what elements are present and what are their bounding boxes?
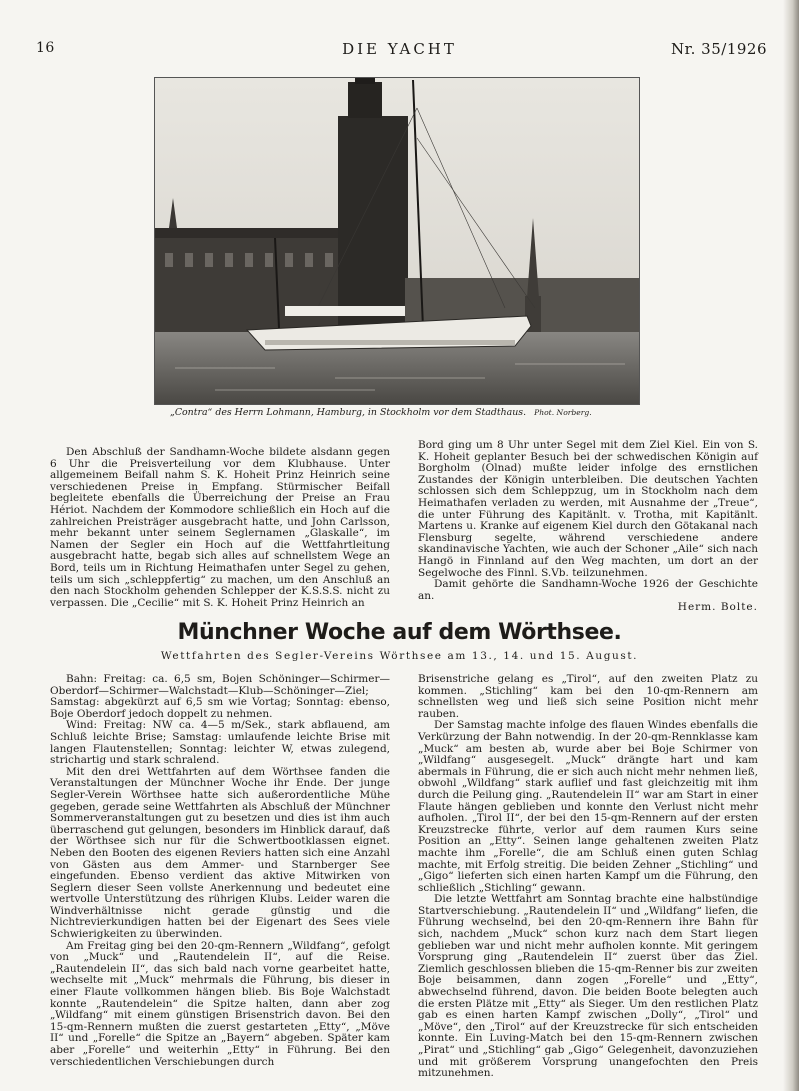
paragraph: Am Freitag ging bei den 20-qm-Rennern „Wildfang“, gefolgt von „Muck“ und „Rautendelein II“, auf die Reise. „Rautendelein II“, das sich bald nach vorne gearbeitet hatte, wechselte mit „Muck“ mehrmals die Führung, bis dieser in einer Flaute vollkommen hängen blieb. Bis Boje Walchstadt konnte „Rautendelein“ die Spitze halten, dann aber zog „Wildfang“ mit einem günstigen Brisenstrich davon. Bei den 15-qm-Rennern mußten die zuerst gestarteten „Etty“, „Möve II“ und „Forelle“ die Spitze an „Bayern“ abgeben. Später kam aber „Forelle“ und weiterhin „Etty“ in Führung. Bei den verschiedentlichen Verschiebungen durch — [50, 939, 390, 1068]
article2-column-left — [50, 674, 390, 1068]
page-edge-shadow — [783, 0, 799, 1091]
article2-subtitle: Wettfahrten des Segler-Vereins Wörthsee am 13., 14. und 15. August. — [160, 650, 639, 662]
issue-number: Nr. 35/1926 — [671, 40, 767, 58]
paragraph: Damit gehörte die Sandhamn-Woche 1926 der Geschichte an. — [418, 578, 758, 602]
masthead: DIE YACHT — [342, 40, 457, 58]
paragraph: Bahn: Freitag: ca. 6,5 sm, Bojen Schöninger—Schirmer—Oberdorf—Schirmer—Walchstadt—Klub—Schöninger—Ziel; Samstag: abgekürzt auf 6,5 sm wie Vortag; Sonntag: ebenso, Boje Oberdorf jedoch doppelt zu nehmen. — [50, 673, 390, 720]
paragraph: Der Samstag machte infolge des flauen Windes ebenfalls die Verkürzung der Bahn notwendig. In der 20-qm-Rennklasse kam „Muck“ am besten ab, wurde aber bei Boje Schirmer von „Wildfang“ ausgesegelt. „Muck“ drängte hart und kam abermals in Führung, die er sich auch nicht mehr nehmen ließ, obwohl „Wildfang“ stark auflief und fast gleichzeitig mit ihm durch die Peilung ging. „Rautendelein II“ war am Start in einer Flaute hängen geblieben und konnte den Verlust nicht mehr aufholen. „Tirol II“, der bei den 15-qm-Rennern auf der ersten Kreuzstrecke führte, verlor auf dem raumen Kurs seine Position an „Etty“. Seinen lange gehaltenen zweiten Platz machte ihm „Forelle“, die am Schluß einen guten Schlag machte, mit Erfolg streitig. Die beiden Zehner „Stichling“ und „Gigo“ lieferten sich einen harten Kampf um die Führung, den schließlich „Stichling“ gewann. — [418, 719, 758, 894]
article1-column-left — [50, 447, 390, 609]
photo-credit: Phot. Norberg. — [534, 408, 592, 417]
article2-title: Münchner Woche auf dem Wörthsee. — [177, 620, 622, 645]
paragraph: Bord ging um 8 Uhr unter Segel mit dem Ziel Kiel. Ein von S. K. Hoheit geplanter Besuch bei der schwedischen Königin auf Borgholm (Olnad) mußte leider infolge des ernstlichen Zustandes der Königin unterbleiben. Die deutschen Yachten schlossen sich dem Schleppzug, um in Stockholm nach dem Heimathafen verladen zu werden, mit Ausnahme der „Treue“, die unter Führung des Kapitänlt. v. Trotha, mit Kapitänlt. Martens u. Kranke auf eigenem Kiel durch den Götakanal nach Flensburg segelte, während verschiedene andere skandinavische Yachten, wie auch der Schoner „Aile“ sich nach Hangö in Finnland auf den Weg machten, um dort an der Segelwoche des Finnl. S.Vb. teilzunehmen. — [418, 439, 758, 579]
article1-column-right — [418, 440, 758, 614]
author-signature: Herm. Bolte. — [677, 601, 758, 614]
photo-caption — [170, 407, 650, 418]
paragraph: Den Abschluß der Sandhamn-Woche bildete alsdann gegen 6 Uhr die Preisverteilung vor dem Klubhause. Unter allgemeinem Beifall nahm S. K. Hoheit Prinz Heinrich seine verschiedenen Preise in Empfang. Stürmischer Beifall begleitete ebenfalls die Überreichung der Preise an Frau Hériot. Nachdem der Kommodore schließlich ein Hoch auf die zahlreichen Preisträger ausgebracht hatte, und John Carlsson, mehr bekannt unter seinem Seglernamen „Glaskalle“, im Namen der Segler ein Hoch auf die Wettfahrtleitung ausgebracht hatte, begab sich alles auf schnellstem Wege an Bord, teils um in Richtung Heimathafen unter Segel zu gehen, teils um sich „schleppfertig“ zu machen, um den Anschluß an den nach Stockholm gehenden Schlepper der K.S.S.S. nicht zu verpassen. Die „Cecilie“ mit S. K. Hoheit Prinz Heinrich an — [50, 446, 390, 609]
paragraph: Wind: Freitag: NW ca. 4—5 m/Sek., stark abflauend, am Schluß leichte Brise; Samstag: umlaufende leichte Brise mit langen Flautenstellen; Sonntag: leichter W, etwas zulegend, strichartig und stark schralend. — [50, 719, 390, 767]
paragraph: Brisenstriche gelang es „Tirol“, auf den zweiten Platz zu kommen. „Stichling“ kam bei den 10-qm-Rennern am schnellsten weg und ließ sich seine Position nicht mehr rauben. — [418, 673, 758, 720]
yacht-photo — [154, 77, 640, 405]
page-number: 16 — [36, 40, 55, 56]
caption-text: „Contra“ des Herrn Lohmann, Hamburg, in Stockholm vor dem Stadthaus. — [170, 407, 527, 418]
article2-column-right — [418, 674, 758, 1080]
paragraph: Mit den drei Wettfahrten auf dem Wörthsee fanden die Veranstaltungen der Münchner Woche ihr Ende. Der junge Segler-Verein Wörthsee hatte sich außerordentliche Mühe gegeben, gerade seine Wettfahrten als Abschluß der Münchner Sommerveranstaltungen gut zu besetzen und dies ist ihm auch überraschend gut gelungen, besonders im Hinblick darauf, daß der Wörthsee sich nur für die Schwertbootklassen eignet. Neben den Booten des eigenen Reviers hatten sich eine Anzahl von Gästen aus dem Ammer- und Starnberger See eingefunden. Ebenso verdient das aktive Mitwirken von Seglern dieser Seen vollste Anerkennung und bedeutet eine wertvolle Unterstützung des rührigen Klubs. Leider waren die Windverhältnisse nicht gerade günstig und die Nichtrevierkundigen hatten bei der Eigenart des Sees viele Schwierigkeiten zu überwinden. — [50, 765, 390, 941]
paragraph: Die letzte Wettfahrt am Sonntag brachte eine halbstündige Startverschiebung. „Rautendelein II“ und „Wildfang“ liefen, die Führung wechselnd, bei den 20-qm-Rennern ihre Bahn für sich, nachdem „Muck“ schon kurz nach dem Start liegen geblieben war und nicht mehr aufholen konnte. Mit geringem Vorsprung ging „Rautendelein II“ zuerst über das Ziel. Ziemlich geschlossen blieben die 15-qm-Renner bis zur zweiten Boje beisammen, dann zogen „Forelle“ und „Etty“, abwechselnd führend, davon. Die beiden Boote belegten auch die ersten Plätze mit „Etty“ als Sieger. Um den restlichen Platz gab es einen harten Kampf zwischen „Dolly“, „Tirol“ und „Möve“, den „Tirol“ auf der Kreuzstrecke für sich entscheiden konnte. Ein Luving-Match bei den 15-qm-Rennern zwischen „Pirat“ und „Stichling“ gab „Gigo“ Gelegenheit, davonzuziehen und mit größerem Vorsprung unangefochten den Preis mitzunehmen. — [418, 893, 758, 1080]
